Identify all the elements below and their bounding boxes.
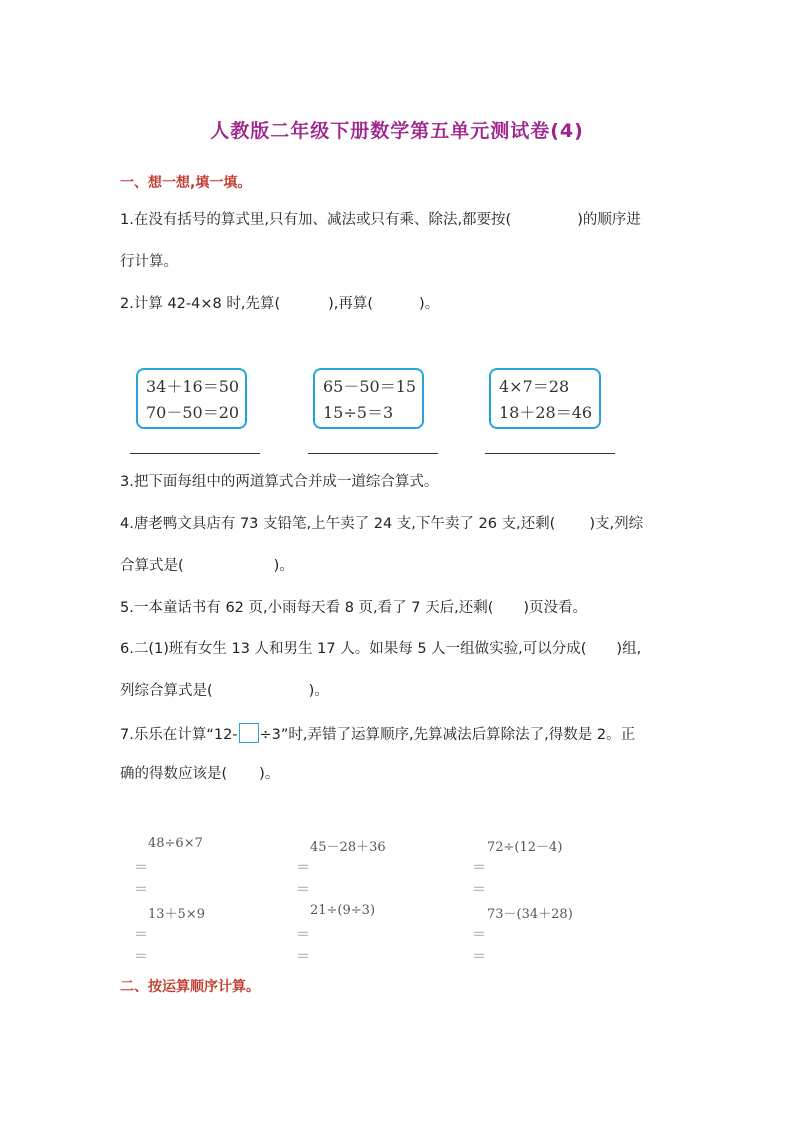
q7-text-c: 确的得数应该是( xyxy=(120,766,228,782)
calc-4-expression: 13＋5×9 xyxy=(148,907,205,922)
q2-text-a: 2.计算 42-4×8 时,先算( xyxy=(120,296,281,312)
question-3: 3.把下面每组中的两道算式合并成一道综合算式。 xyxy=(120,474,439,490)
q4-text-b: )支,列综 xyxy=(589,516,644,532)
q6-text-c: 列综合算式是( xyxy=(120,683,213,699)
calc-6-expression: 73－(34＋28) xyxy=(487,907,573,922)
question-1-line-2: 行计算。 xyxy=(120,254,178,270)
box-1-line-2: 70－50＝20 xyxy=(146,403,240,422)
calc-3-equals-2[interactable]: ＝ xyxy=(472,882,486,898)
box-2-line-1: 65－50＝15 xyxy=(323,377,417,396)
equation-box-2 xyxy=(313,368,424,429)
question-7-line-2 xyxy=(120,764,279,784)
question-7-line-1 xyxy=(120,723,635,745)
calc-3-equals-1[interactable]: ＝ xyxy=(472,860,486,876)
q2-text-c: )。 xyxy=(419,296,440,312)
calc-3-expression: 72÷(12－4) xyxy=(487,840,563,855)
q5-text-a: 5.一本童话书有 62 页,小雨每天看 8 页,看了 7 天后,还剩( xyxy=(120,600,494,616)
calc-4-equals-1[interactable]: ＝ xyxy=(134,927,148,943)
q7-text-d: )。 xyxy=(259,766,280,782)
calc-2-equals-2[interactable]: ＝ xyxy=(296,882,310,898)
q4-text-c: 合算式是( xyxy=(120,558,184,574)
page-title: 人教版二年级下册数学第五单元测试卷(4) xyxy=(210,120,584,142)
q7-text-b: ÷3”时,弄错了运算顺序,先算减法后算除法了,得数是 2。正 xyxy=(259,727,636,743)
box-2-line-2: 15÷5＝3 xyxy=(323,403,394,422)
section-2-heading: 二、按运算顺序计算。 xyxy=(120,979,260,995)
q1-text-b: )的顺序进 xyxy=(577,212,641,228)
q6-text-b: )组, xyxy=(616,641,642,657)
q4-text-a: 4.唐老鸭文具店有 73 支铅笔,上午卖了 24 支,下午卖了 26 支,还剩( xyxy=(120,516,556,532)
calc-1-expression: 48÷6×7 xyxy=(148,836,203,851)
q5-text-b: )页没看。 xyxy=(523,600,588,616)
calc-1-equals-2[interactable]: ＝ xyxy=(134,882,148,898)
box-3-line-1: 4×7＝28 xyxy=(499,377,570,396)
answer-line-2[interactable] xyxy=(308,453,438,454)
answer-line-3[interactable] xyxy=(485,453,615,454)
q1-text-a: 1.在没有括号的算式里,只有加、减法或只有乘、除法,都要按( xyxy=(120,212,512,228)
q2-text-b: ),再算( xyxy=(328,296,374,312)
question-4-line-1 xyxy=(120,514,643,534)
q6-text-d: )。 xyxy=(308,683,329,699)
q4-text-d: )。 xyxy=(273,558,294,574)
section-1-heading: 一、想一想,填一填。 xyxy=(120,175,252,191)
calc-5-equals-2[interactable]: ＝ xyxy=(296,949,310,965)
answer-line-1[interactable] xyxy=(130,453,260,454)
calc-4-equals-2[interactable]: ＝ xyxy=(134,949,148,965)
question-4-line-2 xyxy=(120,556,294,576)
calc-6-equals-1[interactable]: ＝ xyxy=(472,927,486,943)
q6-text-a: 6.二(1)班有女生 13 人和男生 17 人。如果每 5 人一组做实验,可以分成( xyxy=(120,641,587,657)
question-6-line-2 xyxy=(120,681,329,701)
question-5 xyxy=(120,598,587,618)
calc-5-equals-1[interactable]: ＝ xyxy=(296,927,310,943)
box-1-line-1: 34＋16＝50 xyxy=(146,377,240,396)
equation-box-3 xyxy=(489,368,601,429)
question-6-line-1 xyxy=(120,639,641,659)
equation-box-1 xyxy=(136,368,247,429)
calc-5-expression: 21÷(9÷3) xyxy=(310,903,376,918)
calc-1-equals-1[interactable]: ＝ xyxy=(134,860,148,876)
calc-2-expression: 45－28＋36 xyxy=(310,840,386,855)
calc-2-equals-1[interactable]: ＝ xyxy=(296,860,310,876)
box-3-line-2: 18＋28＝46 xyxy=(499,403,593,422)
q7-missing-number-box[interactable] xyxy=(239,723,259,743)
question-1-line-1 xyxy=(120,210,641,230)
calc-6-equals-2[interactable]: ＝ xyxy=(472,949,486,965)
question-2 xyxy=(120,294,439,314)
q7-text-a: 7.乐乐在计算“12- xyxy=(120,727,238,743)
